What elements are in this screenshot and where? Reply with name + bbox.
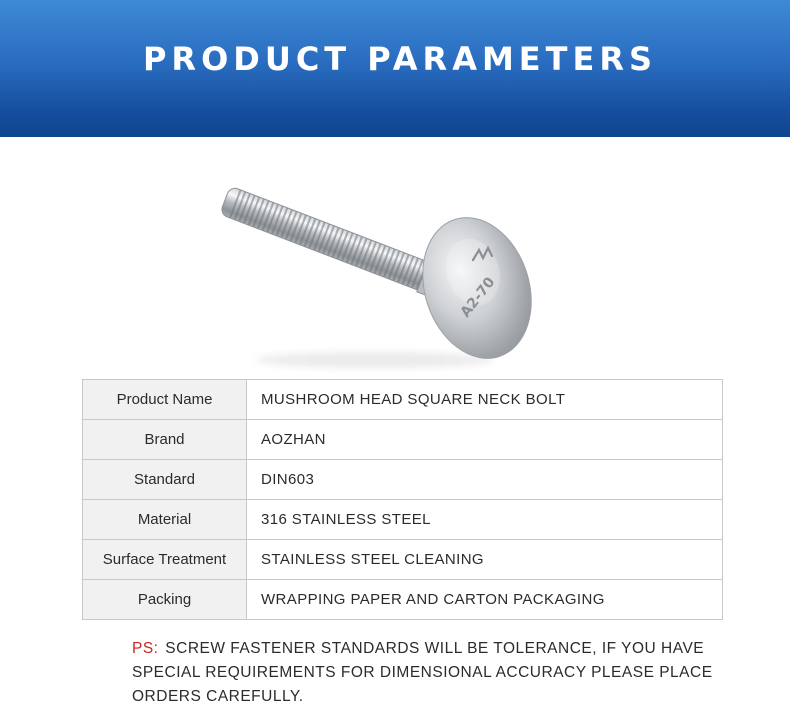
bolt-image [205, 160, 545, 375]
param-label: Standard [83, 460, 247, 500]
table-row [83, 380, 723, 420]
note-text: SCREW FASTENER STANDARDS WILL BE TOLERANCE, IF YOU HAVE SPECIAL REQUIREMENTS FOR DIMENSIONAL ACCURACY PLEASE PLACE ORDERS CAREFULLY. [132, 640, 713, 705]
table-row [83, 500, 723, 540]
param-label: Brand [83, 420, 247, 460]
table-row [83, 460, 723, 500]
param-value: AOZHAN [247, 420, 723, 460]
tolerance-note [132, 637, 722, 709]
param-value: DIN603 [247, 460, 723, 500]
param-value: STAINLESS STEEL CLEANING [247, 540, 723, 580]
param-value: 316 STAINLESS STEEL [247, 500, 723, 540]
param-label: Product Name [83, 380, 247, 420]
param-value: MUSHROOM HEAD SQUARE NECK BOLT [247, 380, 723, 420]
header-banner [0, 0, 790, 137]
param-label: Material [83, 500, 247, 540]
table-row [83, 580, 723, 620]
param-value: WRAPPING PAPER AND CARTON PACKAGING [247, 580, 723, 620]
param-label: Surface Treatment [83, 540, 247, 580]
parameters-table [82, 379, 723, 620]
page-title: PRODUCT PARAMETERS [142, 40, 658, 78]
param-label: Packing [83, 580, 247, 620]
svg-text:A2-70: A2-70 [457, 274, 499, 321]
table-row [83, 540, 723, 580]
table-row [83, 420, 723, 460]
ps-prefix: PS: [132, 640, 159, 657]
